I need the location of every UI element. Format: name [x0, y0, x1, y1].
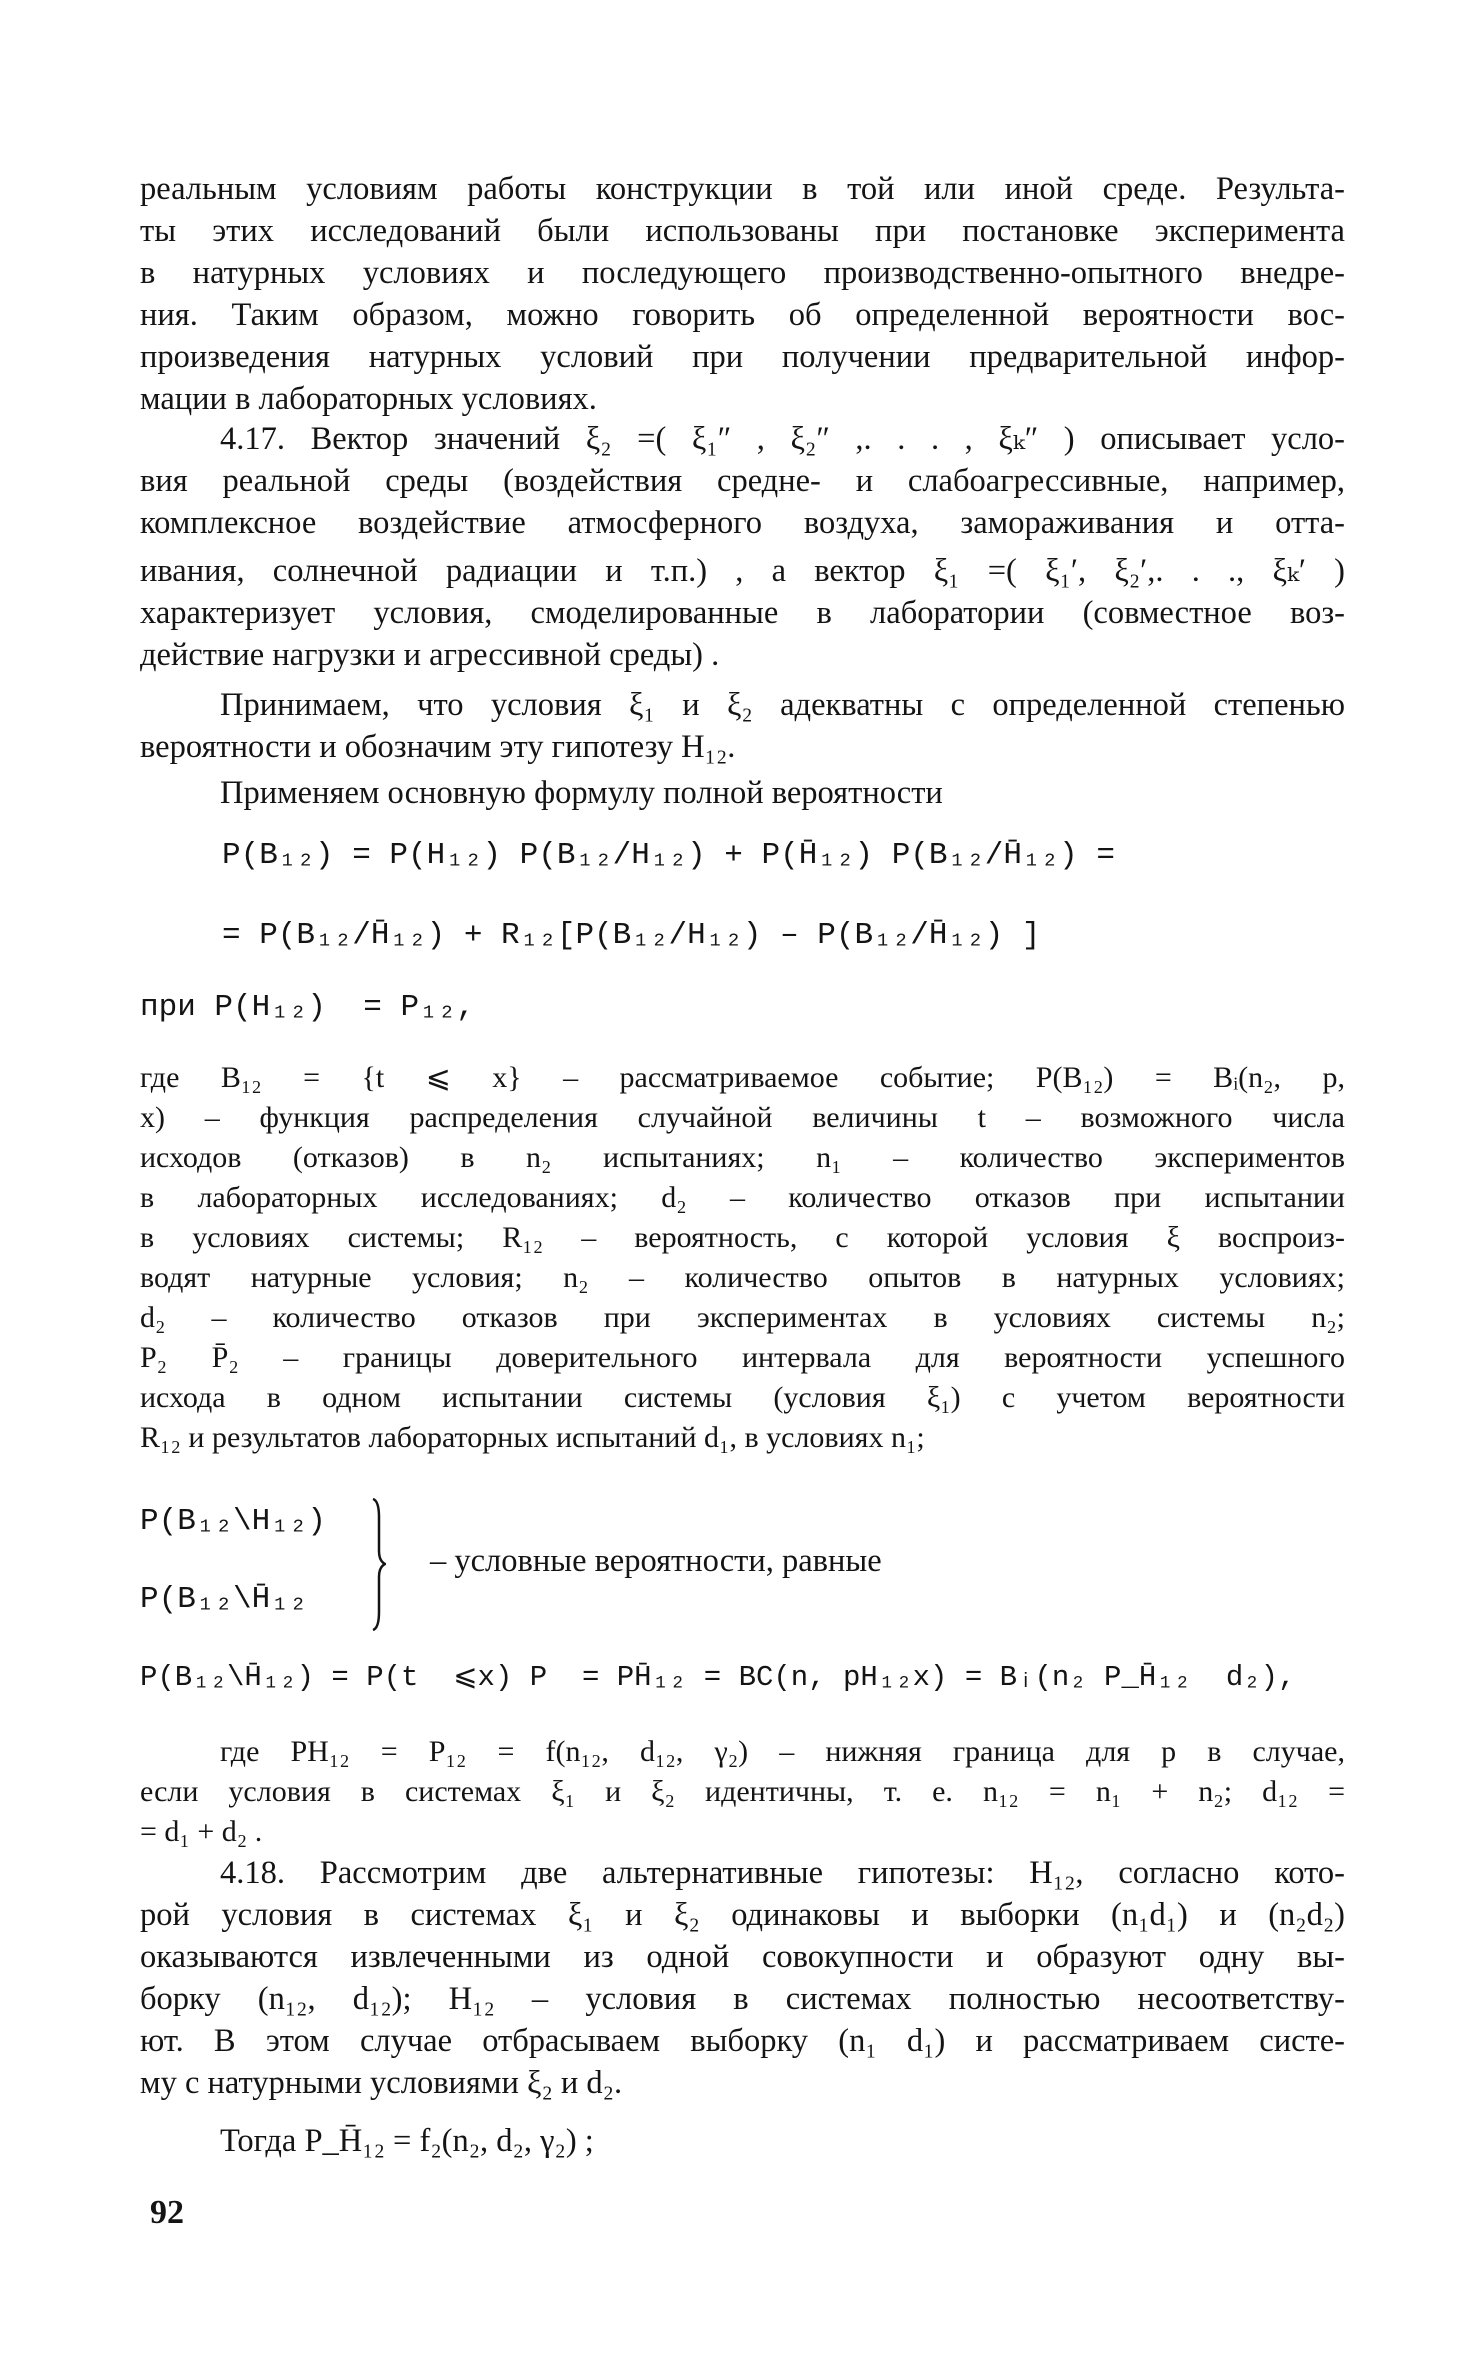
text-line: оказываются извлеченными из одной совокупности и образуют одну вы-	[140, 1939, 1345, 1975]
text-line: в условиях системы; R₁₂ – вероятность, с которой условия ξ воспроиз-	[140, 1221, 1345, 1254]
text-line: му с натурными условиями ξ₂ и d₂.	[140, 2065, 623, 2101]
text-line: d₂ – количество отказов при экспериментах в условиях системы n₂;	[140, 1301, 1345, 1334]
text-line: где B₁₂ = {t ⩽ x} – рассматриваемое событие; P(B₁₂) = Bᵢ(n₂, p,	[140, 1061, 1345, 1094]
text-line: комплексное воздействие атмосферного воздуха, замораживания и отта-	[140, 505, 1345, 541]
text-line: где PH₁₂ = P₁₂ = f(n₁₂, d₁₂, γ₂) – нижняя граница для p в случае,	[220, 1735, 1345, 1768]
formula-line-3: при P(H₁₂) = P₁₂,	[140, 990, 475, 1025]
formula-line-1: P(B₁₂) = P(H₁₂) P(B₁₂/H₁₂) + P(H̄₁₂) P(B₁₂/H̄₁₂) =	[222, 838, 1115, 873]
text-line: ты этих исследований были использованы при постановке эксперимента	[140, 213, 1345, 249]
text-line: x) – функция распределения случайной величины t – возможного числа	[140, 1101, 1345, 1134]
text-line: P₂ P̄₂ – границы доверительного интервала для вероятности успешного	[140, 1341, 1345, 1374]
apply-formula-line	[140, 772, 1345, 814]
text-line: Тогда P_H̄₁₂ = f₂(n₂, d₂, γ₂) ;	[220, 2123, 594, 2159]
text-line: рой условия в системах ξ₁ и ξ₂ одинаковы и выборки (n₁d₁) и (n₂d₂)	[140, 1897, 1345, 1933]
text-line: действие нагрузки и агрессивной среды) .	[140, 637, 720, 673]
text-line: ивания, солнечной радиации и т.п.) , а вектор ξ₁ =( ξ₁′, ξ₂′,. . ., ξₖ′ )	[140, 553, 1345, 589]
text-line: R₁₂ и результатов лабораторных испытаний d₁, в условиях n₁;	[140, 1421, 925, 1454]
text-line: борку (n₁₂, d₁₂); H₁₂ – условия в системах полностью несоответству-	[140, 1981, 1345, 2017]
text-line: мации в лабораторных условиях.	[140, 381, 597, 417]
text-line: если условия в системах ξ₁ и ξ₂ идентичны, т. е. n₁₂ = n₁ + n₂; d₁₂ =	[140, 1775, 1345, 1808]
page-number: 92	[150, 2194, 184, 2231]
text-line: реальным условиям работы конструкции в той или иной среде. Результа-	[140, 171, 1345, 207]
cond-formula: P(B₁₂\H̄₁₂) = P(t ⩽x) P = PH̄₁₂ = BC(n, pH₁₂x) = Bᵢ(n₂ P_H̄₁₂ d₂),	[140, 1661, 1296, 1694]
text-line: = d₁ + d₂ .	[140, 1815, 263, 1848]
lower-bound-paragraph	[140, 1732, 1345, 1852]
text-line: водят натурные условия; n₂ – количество опытов в натурных условиях;	[140, 1261, 1345, 1294]
text-line: Применяем основную формулу полной вероятности	[220, 775, 943, 811]
hypothesis-paragraph	[140, 684, 1345, 768]
text-line: в лабораторных исследованиях; d₂ – количество отказов при испытании	[140, 1181, 1345, 1214]
cond-prob-label: – условные вероятности, равные	[430, 1543, 882, 1579]
text-line: исхода в одном испытании системы (условия ξ₁) с учетом вероятности	[140, 1381, 1345, 1414]
text-line: произведения натурных условий при получении предварительной инфор-	[140, 339, 1345, 375]
section-4-17	[140, 418, 1345, 676]
text-line: вероятности и обозначим эту гипотезу H₁₂.	[140, 729, 736, 765]
text-line: вия реальной среды (воздействия средне- и слабоагрессивные, например,	[140, 463, 1345, 499]
text-line: характеризует условия, смоделированные в лаборатории (совместное воз-	[140, 595, 1345, 631]
text-line: Принимаем, что условия ξ₁ и ξ₂ адекватны с определенной степенью	[220, 687, 1345, 723]
then-formula-line	[140, 2120, 1345, 2162]
definitions-paragraph	[140, 1058, 1345, 1458]
right-brace-icon	[372, 1497, 386, 1632]
text-line: в натурных условиях и последующего производственно-опытного внедре-	[140, 255, 1345, 291]
text-line: 4.18. Рассмотрим две альтернативные гипотезы: H₁₂, согласно кото-	[220, 1855, 1345, 1891]
paragraph-top	[140, 168, 1345, 420]
cond-prob-line-1: P(B₁₂\H₁₂)	[140, 1504, 327, 1539]
text-line: ния. Таким образом, можно говорить об определенной вероятности вос-	[140, 297, 1345, 333]
text-line: 4.17. Вектор значений ξ₂ =( ξ₁″ , ξ₂″ ,. . . , ξₖ″ ) описывает усло-	[220, 421, 1345, 457]
section-4-18	[140, 1852, 1345, 2104]
formula-line-2: = P(B₁₂/H̄₁₂) + R₁₂[P(B₁₂/H₁₂) – P(B₁₂/H̄₁₂) ]	[222, 918, 1041, 953]
text-line: исходов (отказов) в n₂ испытаниях; n₁ – количество экспериментов	[140, 1141, 1345, 1174]
text-line: ют. В этом случае отбрасываем выборку (n₁ d₁) и рассматриваем систе-	[140, 2023, 1345, 2059]
cond-prob-line-2: P(B₁₂\H̄₁₂	[140, 1582, 308, 1617]
